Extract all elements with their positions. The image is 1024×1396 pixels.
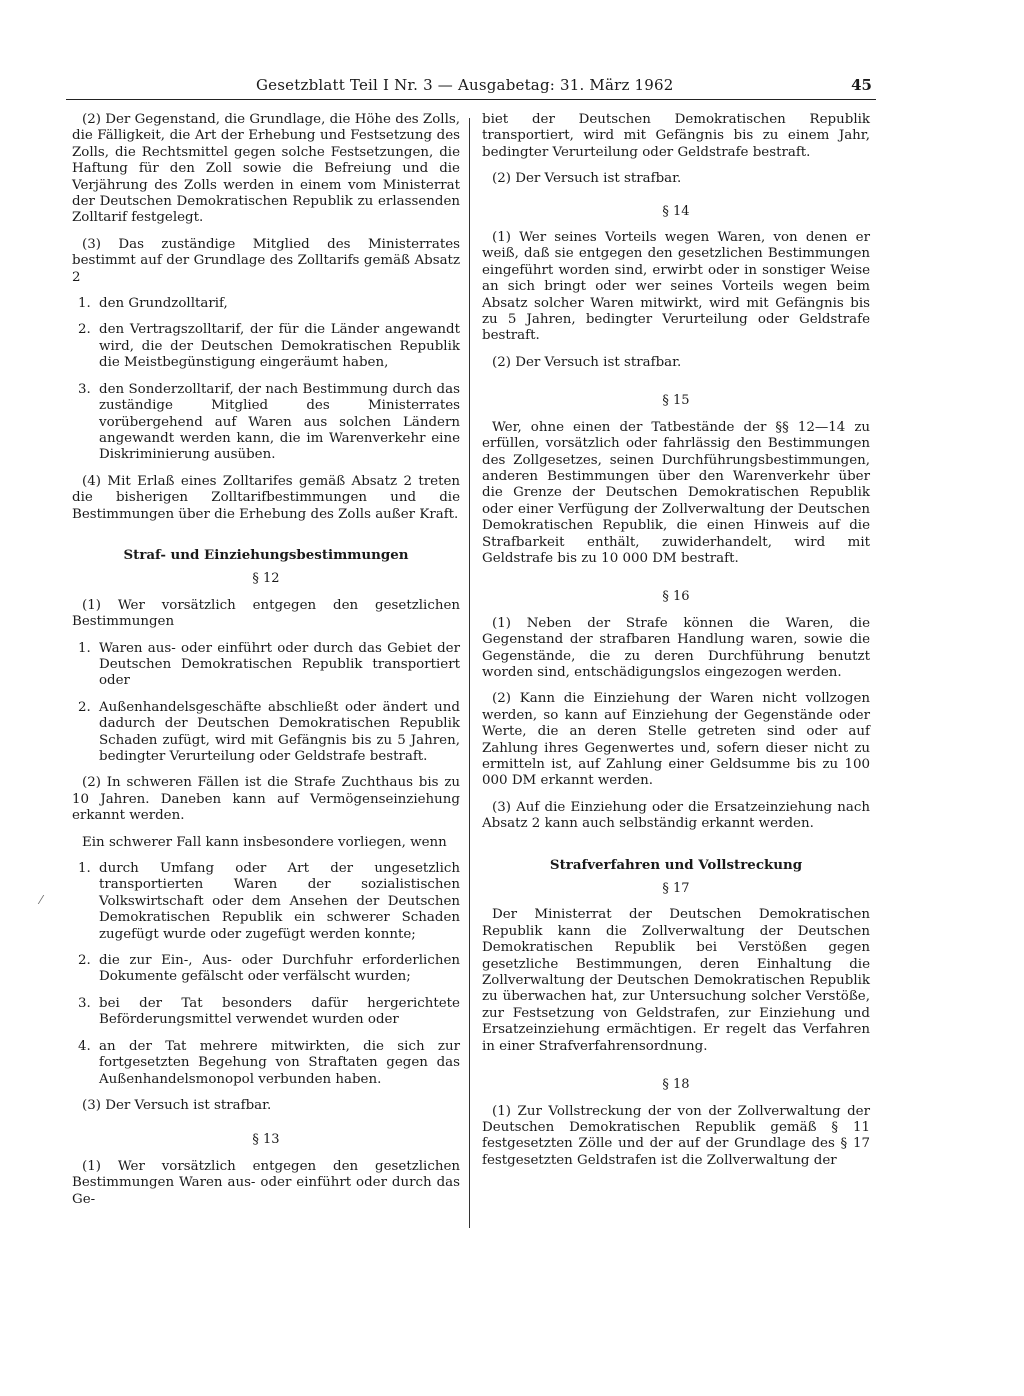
paragraph: (1) Neben der Strafe können die Waren, die Gegenstand der strafbaren Handlung waren, sowie die Gegenstände, die zu deren Durchführung benutzt worden sind, entschädigungslos eingezogen werden.: [482, 615, 870, 680]
left-column: [72, 112, 460, 1218]
list-number: 2.: [78, 953, 91, 969]
paragraph: Wer, ohne einen der Tatbestände der §§ 12—14 zu erfüllen, vorsätzlich oder fahrlässig den Bestimmungen des Zollgesetzes, seinen Durchführungsbestimmungen, anderen Bestimmungen über den Warenverkehr über die Grenze der Deutschen Demokratischen Republik oder einer Verfügung der Zollverwaltung der Deutschen Demokratischen Republik, die einen Hinweis auf die Strafbarkeit enthält, zuwiderhandelt, wird mit Geldstrafe bis zu 10 000 DM bestraft.: [482, 419, 870, 566]
list-text: bei der Tat besonders dafür hergerichtete Beförderungsmittel verwendet wurden oder: [99, 995, 460, 1028]
paragraph: (2) Kann die Einziehung der Waren nicht vollzogen werden, so kann auf Einziehung der Gegenstände oder Werte, die an deren Stelle getreten sind oder auf Zahlung ihres Gegenwertes und, sofern dieser nicht zu ermitteln ist, auf Zahlung einer Geldsumme bis zu 100 000 DM erkannt werden.: [482, 691, 870, 789]
list-item: [72, 861, 460, 943]
list-number: 4.: [78, 1038, 91, 1054]
paragraph: (3) Auf die Einziehung oder die Ersatzeinziehung nach Absatz 2 kann auch selbständig erkannt werden.: [482, 799, 870, 832]
section-number: § 13: [252, 1132, 280, 1148]
list-text: den Sonderzolltarif, der nach Bestimmung durch das zuständige Mitglied des Ministerrates vorübergehend auf Waren aus solchen Ländern angewandt werden kann, die im Warenverkehr eine Diskriminierung ausüben.: [99, 381, 460, 463]
list-item: [72, 700, 460, 766]
list-number: 3.: [78, 381, 91, 397]
column-divider: [469, 118, 470, 1228]
list-number: 1.: [78, 861, 91, 877]
list-text: durch Umfang oder Art der ungesetzlich transportierten Waren der sozialistischen Volkswirtschaft oder dem Ansehen der Deutschen Demokratischen Republik ein schwerer Schaden zugefügt wurde oder zugefügt werden konnte;: [99, 861, 460, 942]
paragraph: Der Ministerrat der Deutschen Demokratischen Republik kann die Zollverwaltung der Deutschen Demokratischen Republik bei Verstößen gegen gesetzliche Bestimmungen, deren Einhaltung die Zollverwaltung der Deutschen Demokratischen Republik zu überwachen hat, zur Untersuchung solcher Verstöße, zur Festsetzung von Geldstrafen, zur Einziehung und Ersatzeinziehung ermächtigen. Er regelt das Verfahren in einer Strafverfahrensordnung.: [482, 907, 870, 1054]
header-title: Gesetzblatt Teil I Nr. 3 — Ausgabetag: 31. März 1962: [256, 76, 674, 94]
section-number: § 17: [662, 881, 690, 897]
list-item: [72, 953, 460, 986]
margin-mark: ⁄: [40, 893, 43, 907]
list-number: 1.: [78, 296, 91, 312]
right-column: [482, 112, 870, 1179]
list-number: 2.: [78, 322, 91, 338]
section-number: § 12: [252, 571, 280, 587]
list-item: [72, 1039, 460, 1088]
section-number: § 15: [662, 393, 690, 409]
list-item: [72, 641, 460, 690]
paragraph: (1) Wer vorsätzlich entgegen den gesetzlichen Bestimmungen Waren aus- oder einführt oder durch das Ge-: [72, 1158, 460, 1207]
paragraph: (2) In schweren Fällen ist die Strafe Zuchthaus bis zu 10 Jahren. Daneben kann auf Vermögenseinziehung erkannt werden.: [72, 775, 460, 824]
list-item: [72, 322, 460, 371]
list-text: den Vertragszolltarif, der für die Länder angewandt wird, die der Deutschen Demokratischen Republik die Meistbegünstigung eingeräumt haben,: [99, 322, 460, 371]
list-text: Waren aus- oder einführt oder durch das Gebiet der Deutschen Demokratischen Republik transportiert oder: [99, 640, 460, 689]
list-item: [72, 382, 460, 464]
paragraph: (2) Der Versuch ist strafbar.: [492, 171, 682, 187]
paragraph: (1) Wer vorsätzlich entgegen den gesetzlichen Bestimmungen: [72, 597, 460, 630]
section-heading: Strafverfahren und Vollstreckung: [549, 856, 803, 873]
section-number: § 18: [662, 1077, 690, 1093]
paragraph: (3) Der Versuch ist strafbar.: [82, 1097, 272, 1113]
paragraph: (2) Der Versuch ist strafbar.: [492, 354, 682, 370]
paragraph: (3) Das zuständige Mitglied des Ministerrates bestimmt auf der Grundlage des Zolltarifs gemäß Absatz 2: [72, 236, 460, 285]
paragraph: (2) Der Gegenstand, die Grundlage, die Höhe des Zolls, die Fälligkeit, die Art der Erhebung und Festsetzung des Zolls, die Rechtsmittel gegen solche Festsetzungen, die Haftung für den Zoll sowie die Befreiung und die Verjährung des Zolls werden in einem vom Ministerrat der Deutschen Demokratischen Republik zu erlassenden Zolltarif festgelegt.: [72, 112, 460, 226]
list-number: 1.: [78, 640, 91, 656]
section-number: § 16: [662, 589, 690, 605]
list-text: den Grundzolltarif,: [99, 296, 228, 312]
list-text: die zur Ein-, Aus- oder Durchfuhr erforderlichen Dokumente gefälscht oder verfälscht wurden;: [99, 953, 460, 985]
list-item: [72, 996, 460, 1029]
page-number: 45: [851, 76, 872, 94]
paragraph: (1) Zur Vollstreckung der von der Zollverwaltung der Deutschen Demokratischen Republik gemäß § 11 festgesetzten Zölle und der auf der Grundlage des § 17 festgesetzten Geldstrafen ist die Zollverwaltung der: [482, 1103, 870, 1168]
list-number: 3.: [78, 995, 91, 1011]
paragraph: (1) Wer seines Vorteils wegen Waren, von denen er weiß, daß sie entgegen den gesetzlichen Bestimmungen eingeführt worden sind, erwirbt oder in sonstiger Weise an sich bringt oder wer seines Vorteils wegen beim Absatz solcher Waren mitwirkt, wird mit Gefängnis bis zu 5 Jahren, bedingter Verurteilung oder Geldstrafe bestraft.: [482, 230, 870, 344]
list-text: Außenhandelsgeschäfte abschließt oder ändert und dadurch der Deutschen Demokratischen Republik Schaden zufügt, wird mit Gefängnis bis zu 5 Jahren, bedingter Verurteilung oder Geldstrafe bestraft.: [99, 699, 460, 764]
paragraph: (4) Mit Erlaß eines Zolltarifes gemäß Absatz 2 treten die bisherigen Zolltarifbestimmungen und die Bestimmungen über die Erhebung des Zolls außer Kraft.: [72, 473, 460, 522]
list-item: [72, 296, 460, 312]
list-number: 2.: [78, 699, 91, 715]
section-heading: Straf- und Einziehungsbestimmungen: [123, 546, 409, 563]
paragraph: Ein schwerer Fall kann insbesondere vorliegen, wenn: [82, 834, 447, 850]
header-rule: [66, 99, 876, 100]
list-text: an der Tat mehrere mitwirkten, die sich zur fortgesetzten Begehung von Straftaten gegen das Außenhandelsmonopol verbunden haben.: [99, 1038, 460, 1087]
section-number: § 14: [662, 203, 690, 219]
paragraph: biet der Deutschen Demokratischen Republik transportiert, wird mit Gefängnis bis zu einem Jahr, bedingter Verurteilung oder Geldstrafe bestraft.: [482, 112, 870, 160]
